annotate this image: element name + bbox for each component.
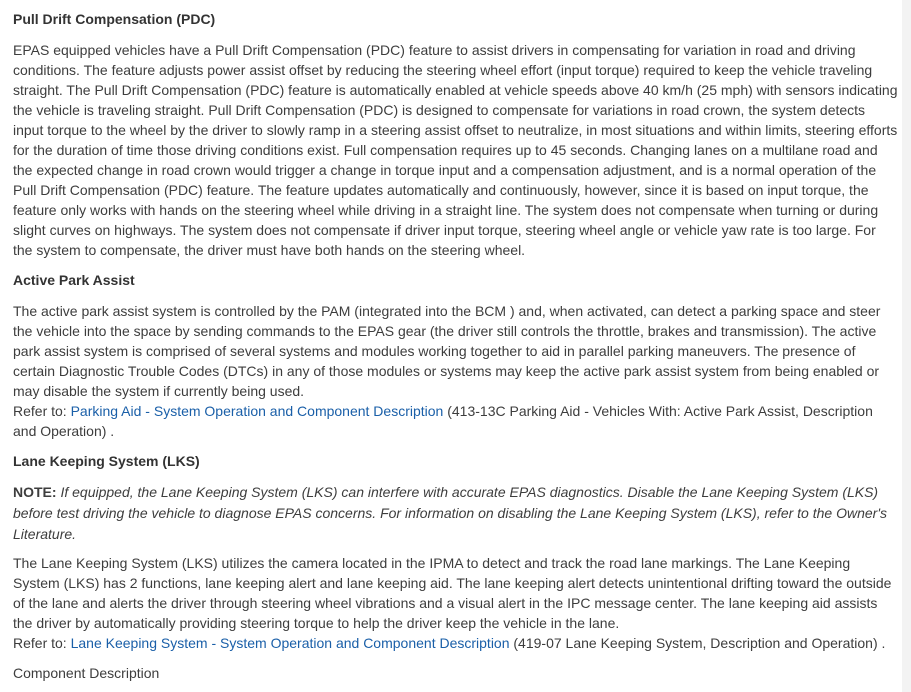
component-description-label: Component Description bbox=[13, 665, 160, 681]
apa-refer bbox=[13, 401, 898, 441]
lane-keeping-link[interactable]: Lane Keeping System - System Operation and Component Description bbox=[70, 635, 510, 651]
parking-aid-link[interactable]: Parking Aid - System Operation and Component Description bbox=[70, 403, 444, 419]
lks-refer-prefix: Refer to: bbox=[13, 635, 71, 651]
note-text: If equipped, the Lane Keeping System (LKS) can interfere with accurate EPAS diagnostics. Disable the Lane Keeping System (LKS) before test driving the vehicle to diagnose EPAS concerns. For information on disabling the Lane Keeping System (LKS), refer to the Owner's Literature. bbox=[13, 484, 887, 542]
apa-refer-prefix: Refer to: bbox=[13, 403, 71, 419]
scrollbar-track[interactable] bbox=[902, 0, 911, 692]
apa-refer-suffix: (413-13C Parking Aid - Vehicles With: Active Park Assist, Description and Operation) . bbox=[13, 403, 873, 439]
lks-heading: Lane Keeping System (LKS) bbox=[13, 453, 200, 469]
lks-refer bbox=[13, 633, 898, 653]
pdc-paragraph: EPAS equipped vehicles have a Pull Drift Compensation (PDC) feature to assist drivers in compensating for variation in road and driving conditions. The feature adjusts power assist offset by reducing the steering wheel effort (input torque) required to keep the vehicle traveling straight. The Pull Drift Compensation (PDC) feature is automatically enabled at vehicle speeds above 40 km/h (25 mph) with sensors indicating the vehicle is traveling straight. Pull Drift Compensation (PDC) is designed to compensate for variations in road crown, the system detects input torque to the wheel by the driver to slowly ramp in a steering assist offset to neutralize, in most situations and within limits, steering efforts for the duration of time those driving conditions exist. Full compensation requires up to 45 seconds. Changing lanes on a multilane road and the expected change in road crown would trigger a change in torque input and a compensation adjustment, and is a normal operation of the Pull Drift Compensation (PDC) feature. The feature updates automatically and continuously, however, since it is based on input torque, the feature only works with hands on the steering wheel while driving in a straight line. The system does not compensate when turning or during slight curves on highways. The system does not compensate if driver input torque, steering wheel angle or vehicle yaw rate is too large. For the system to compensate, the driver must have both hands on the steering wheel. bbox=[13, 42, 898, 258]
lks-note bbox=[13, 482, 898, 545]
apa-paragraph: The active park assist system is controlled by the PAM (integrated into the BCM ) and, when activated, can detect a parking space and steer the vehicle into the space by sending commands to the EPAS gear (the driver still controls the throttle, brakes and transmission). The active park assist system is comprised of several systems and modules working together to aid in parallel parking maneuvers. The presence of certain Diagnostic Trouble Codes (DTCs) in any of those modules or systems may keep the active park assist system from being enabled or may disable the system if currently being used. bbox=[13, 303, 881, 399]
lks-paragraph: The Lane Keeping System (LKS) utilizes the camera located in the IPMA to detect and track the road lane markings. The Lane Keeping System (LKS) has 2 functions, lane keeping alert and lane keeping aid. The lane keeping alert detects unintentional drifting toward the outside of the lane and alerts the driver through steering wheel vibrations and a visual alert in the IPC message center. The lane keeping aid assists the driver by automatically providing steering torque to help the driver keep the vehicle in the lane. bbox=[13, 555, 892, 631]
note-label: NOTE: bbox=[13, 484, 57, 500]
apa-heading: Active Park Assist bbox=[13, 272, 135, 288]
pdc-heading: Pull Drift Compensation (PDC) bbox=[13, 11, 216, 27]
lks-refer-suffix: (419-07 Lane Keeping System, Description and Operation) . bbox=[509, 635, 886, 651]
